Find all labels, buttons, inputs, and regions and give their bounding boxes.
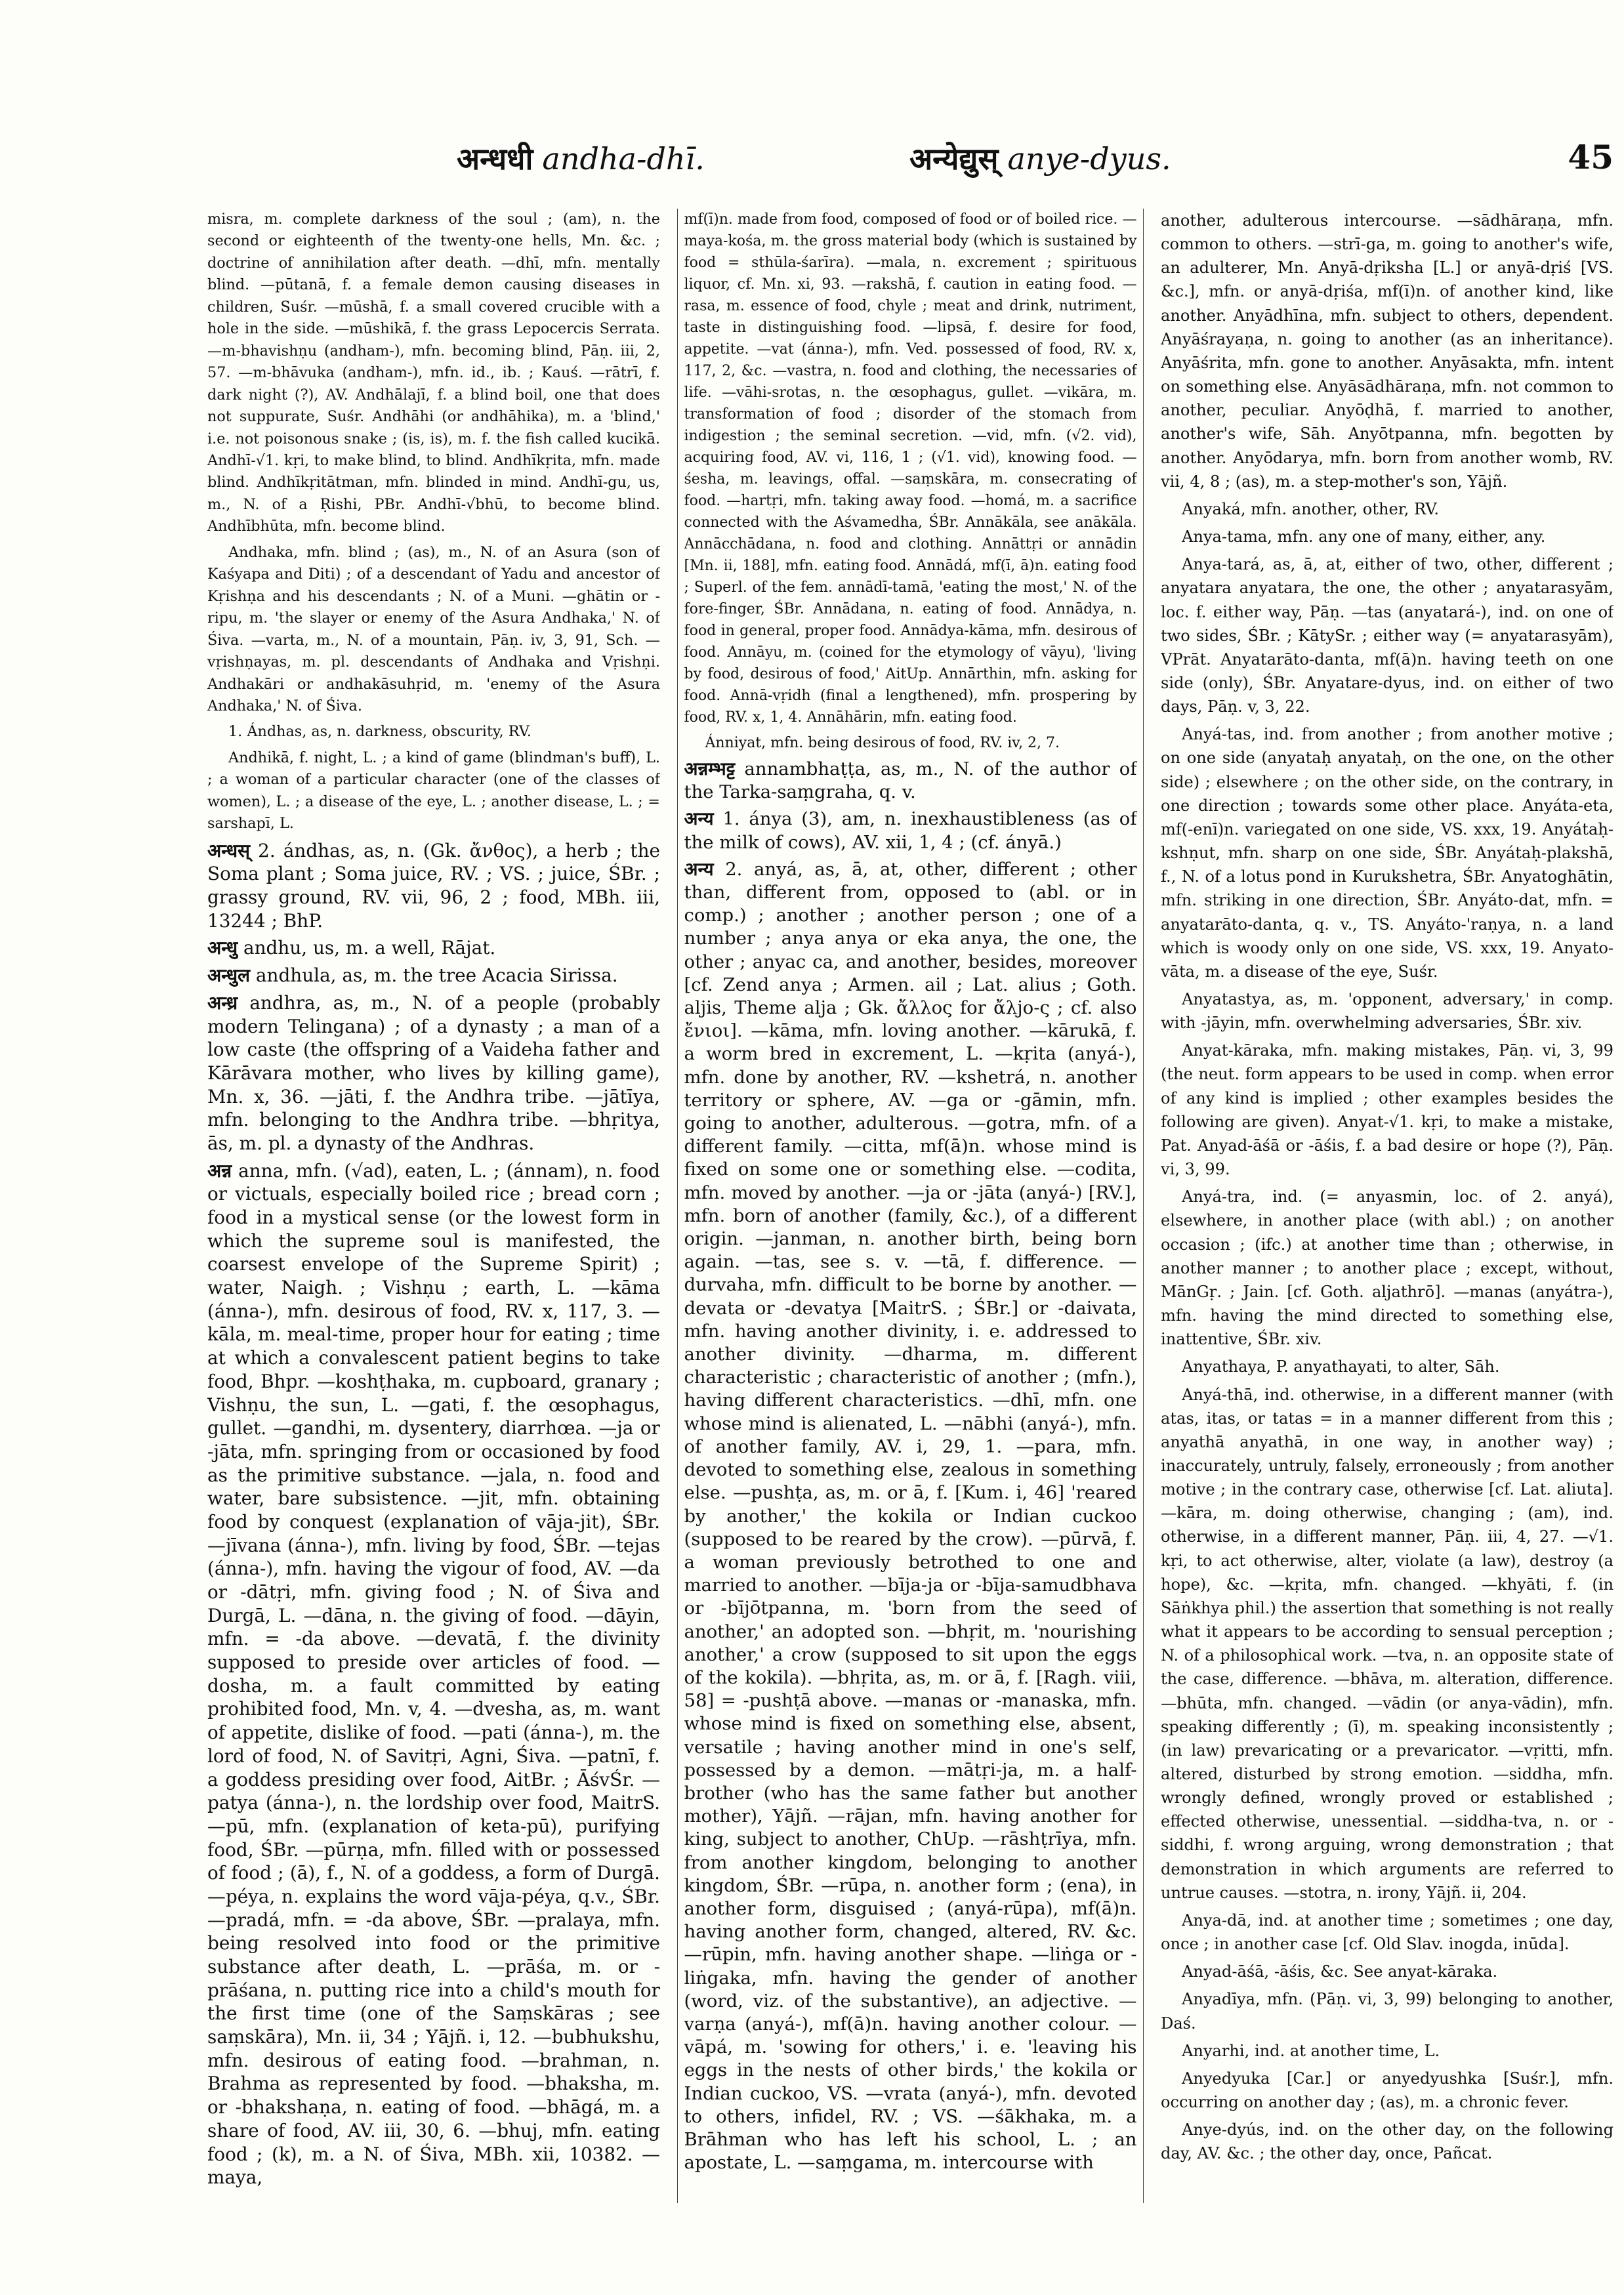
page-header [207, 138, 1614, 197]
dictionary-entry [1161, 722, 1614, 983]
entry-text: Anya-dā, ind. at another time ; sometimes ; one day, once ; in another case [cf. Old Slav. inogda, inūda]. [1161, 1911, 1614, 1954]
dictionary-entry [1161, 1383, 1614, 1905]
entry-text: mf(ī)n. made from food, composed of food or of boiled rice. —maya-kośa, m. the gross material body (which is sustained by food = sthūla-śarīra). —mala, n. excrement ; spirituous liquor, cf. Mn. xi, 93. —rakshā, f. caution in eating food. —rasa, m. essence of food, chyle ; meat and drink, nutriment, taste in distinguishing food. —lipsā, f. desire for food, appetite. —vat (ánna-), mfn. Ved. possessed of food, RV. x, 117, 2, &c. —vastra, n. food and clothing, the necessaries of life. —vāhi-srotas, n. the œsophagus, gullet. —vikāra, m. transformation of food ; disorder of the stomach from indigestion ; the seminal secretion. —vid, mfn. (√2. vid), acquiring food, AV. vi, 116, 1 ; (√1. vid), knowing food. —śesha, m. leavings, offal. —saṃskāra, m. consecrating of food. —hartṛi, mfn. taking away food. —homá, m. a sacrifice connected with the Aśvamedha, ŚBr. Annākāla, see anākāla. Annācchādana, n. food and clothing. Annāttṛi or annādin [Mn. ii, 188], mfn. eating food. Annādá, mf(ī, ā)n. eating food ; Superl. of the fem. annādī-tamā, 'eating the most,' N. of the fore-finger, ŚBr. Annādana, n. eating of food. Annādya, n. food in general, proper food. Annādya-kāma, mfn. desirous of food. Annāyu, m. (coined for the etymology of vāyu), 'living by food, desirous of food,' AitUp. Annārthin, mfn. asking for food. Annā-vṛidh (final a lengthened), mfn. prospering by food, RV. x, 1, 4. Annāhārin, mfn. eating food. [684, 211, 1137, 726]
dictionary-entry [1161, 2067, 1614, 2114]
entry-text: Andhaka, mfn. blind ; (as), m., N. of an Asura (son of Kaśyapa and Diti) ; of a descendant of Yadu and ancestor of Kṛishṇa and his descendants ; N. of a Muni. —ghātin or -ripu, m. 'the slayer or enemy of the Asura Andhaka,' N. of Śiva. —varta, m., N. of a mountain, Pāṇ. iv, 3, 91, Sch. —vṛishṇayas, m. pl. descendants of Andhaka and Vṛishṇi. Andhakāri or andhakāsuhṛid, m. 'enemy of the Asura Andhaka,' N. of Śiva. [207, 543, 660, 714]
dictionary-entry [1161, 1039, 1614, 1181]
dictionary-entry [1161, 552, 1614, 718]
headword-devanagari: अन्धु [207, 937, 238, 959]
headword-devanagari: अन्धुल [207, 964, 251, 987]
dictionary-entry [1161, 1960, 1614, 1983]
entry-text: Anyá-thā, ind. otherwise, in a different manner (with atas, itas, or tatas = in a manner different from this ; anyathā anyathā, in one way, in another way) ; inaccurately, untruly, falsely, erroneously ; from another motive ; in the contrary case, otherwise [cf. Lat. aliuta]. —kāra, m. doing otherwise, changing ; (am), ind. otherwise, in a different manner, Pāṇ. iii, 4, 27. —√1. kṛi, to act otherwise, alter, violate (a law), destroy (a hope), &c. —kṛita, mfn. changed. —khyāti, f. (in Sāṅkhya phil.) the assertion that something is not really what it appears to be according to sensual perception ; N. of a philosophical work. —tva, n. an opposite state of the case, difference. —bhāva, m. alteration, difference. —bhūta, mfn. changed. —vādin (or anya-vādin), mfn. speaking differently ; (ī), m. speaking inconsistently ; (in law) prevaricating or a prevaricator. —vṛitti, mfn. altered, disturbed by strong emotion. —siddha, mfn. wrongly defined, wrongly proved or established ; effected otherwise, unessential. —siddha-tva, n. or -siddhi, f. wrong arguing, wrong demonstration ; that demonstration in which arguments are referred to untrue causes. —stotra, n. irony, Yājñ. ii, 204. [1161, 1385, 1614, 1902]
entry-text: Ánniyat, mfn. being desirous of food, RV. iv, 2, 7. [705, 735, 1060, 751]
dictionary-entry [1161, 2118, 1614, 2165]
page-number: 45 [1568, 138, 1614, 176]
headword-devanagari: अन्ध्र [207, 991, 238, 1014]
entry-text: misra, m. complete darkness of the soul ; (am), n. the second or eighteenth of the twenty-one hells, Mn. &c. ; doctrine of annihilation after death. —dhī, mfn. mentally blind. —pūtanā, f. a female demon causing diseases in children, Suśr. —mūshā, f. a small covered crucible with a hole in the side. —mūshikā, f. the grass Lepocercis Serrata. —m-bhavishṇu (andham-), mfn. becoming blind, Pāṇ. iii, 2, 57. —m-bhāvuka (andham-), mfn. id., ib. ; Kauś. —rātrī, f. dark night (?), AV. Andhālajī, f. a blind boil, one that does not suppurate, Suśr. Andhāhi (or andhāhika), m. a 'blind,' i.e. not poisonous snake ; (is, is), m. f. the fish called kucikā. Andhī-√1. kṛi, to make blind, to blind. Andhīkṛita, mfn. made blind. Andhīkṛitātman, mfn. blinded in mind. Andhī-gu, us, m., N. of a Ṛishi, PBr. Andhī-√bhū, to become blind. Andhībhūta, mfn. become blind. [207, 211, 660, 535]
right-head-devanagari: अन्येद्युस् [909, 141, 999, 176]
entry-text: andhra, as, m., N. of a people (probably modern Telingana) ; of a dynasty ; a man of a low caste (the offspring of a Vaideha father and Kārāvara mother, who lives by killing game), Mn. x, 36. —jāti, f. the Andhra tribe. —jātīya, mfn. belonging to the Andhra tribe. —bhṛitya, ās, m. pl. a dynasty of the Andhras. [207, 991, 660, 1154]
entry-text: Anyadīya, mfn. (Pāṇ. vi, 3, 99) belonging to another, Daś. [1161, 1990, 1614, 2033]
left-head-devanagari: अन्धधी [457, 141, 533, 176]
entry-text: andhu, us, m. a well, Rājat. [243, 937, 496, 959]
dictionary-entry [207, 1159, 660, 2189]
entry-text: Anyatastya, as, m. 'opponent, adversary,' in comp. with -jāyin, mfn. overwhelming adversaries, ŚBr. xiv. [1161, 990, 1614, 1033]
headword-devanagari: अन्न [207, 1159, 232, 1182]
dictionary-entry [207, 936, 660, 960]
dictionary-entry [207, 542, 660, 718]
entry-text: 1. ánya (3), am, n. inexhaustibleness (as of the milk of cows), AV. xii, 1, 4 ; (cf. ányā.) [684, 808, 1137, 853]
entry-text: Anyá-tra, ind. (= anyasmin, loc. of 2. anyá), elsewhere, in another place (with abl.) ; on another occasion ; (ifc.) at another time than ; otherwise, in another manner ; to another place ; except, without, MānGṛ. ; Jain. [cf. Goth. aljathrō]. —manas (anyátra-), mfn. having the mind directed to something else, inattentive, ŚBr. xiv. [1161, 1188, 1614, 1349]
entry-text: Anyá-tas, ind. from another ; from another motive ; on one side (anyataḥ anyataḥ, on the one, on the other side) ; elsewhere ; on the other side, on the contrary, in one direction ; towards some other place. Anyáta-eta, mf(-enī)n. variegated on one side, VS. xxx, 19. Anyátaḥ-kshṇut, mfn. sharp on one side, ŚBr. Anyátaḥ-plakshā, f., N. of a lotus pond in Kurukshetra, ŚBr. Anyatoghātin, mfn. striking in one direction, ŚBr. Anyáto-dat, mfn. = anyatarāto-danta, q. v., TS. Anyáto-'raṇya, n. a land which is woody only on one side, VS. xxx, 19. Anyato-vāta, m. a disease of the eye, Suśr. [1161, 725, 1614, 981]
entry-text: Anye-dyús, ind. on the other day, on the following day, AV. &c. ; the other day, once, Pañcat. [1161, 2120, 1614, 2163]
right-head-roman: anye-dyus. [1007, 141, 1171, 176]
dictionary-entry [684, 209, 1137, 728]
column-2 [684, 209, 1137, 2203]
dictionary-entry [1161, 987, 1614, 1035]
entry-text: Anyat-kāraka, mfn. making mistakes, Pāṇ. vi, 3, 99 (the neut. form appears to be used in comp. when error of any kind is implied ; other examples besides the following are given). Anyat-√1. kṛi, to make a mistake, Pat. Anyad-āśā or -āśis, f. a bad desire or hope (?), Pāṇ. vi, 3, 99. [1161, 1041, 1614, 1179]
left-running-head [457, 138, 705, 178]
entry-text: 2. ándhas, as, n. (Gk. ἄνθος), a herb ; the Soma plant ; Soma juice, RV. ; VS. ; juice, ŚBr. ; grassy ground, RV. vii, 96, 2 ; food, MBh. iii, 13244 ; BhP. [207, 839, 660, 932]
right-running-head [909, 138, 1171, 178]
entry-text: 2. anyá, as, ā, at, other, different ; other than, different from, opposed to (abl. or in comp.) ; another ; another person ; one of a number ; anya anya or eka anya, the one, the other ; anyac ca, and another, besides, moreover [cf. Zend anya ; Armen. ail ; Lat. alius ; Goth. aljis, Theme alja ; Gk. ἄλλος for ἄλjo-ς ; cf. also ἔνιοι]. —kāma, mfn. loving another. —kārukā, f. a worm bred in excrement, L. —kṛita (anyá-), mfn. done by another, RV. —kshetrá, n. another territory or sphere, AV. —ga or -gāmin, mfn. going to another, adulterous. —gotra, mfn. of a different family. —citta, mf(ā)n. whose mind is fixed on some one or something else. —codita, mfn. moved by another. —ja or -jāta (anyá-) [RV.], mfn. born of another (family, &c.), of a different origin. —janman, n. another birth, being born again. —tas, see s. v. —tā, f. difference. —durvaha, mfn. difficult to be borne by another. —devata or -devatya [MaitrS. ; ŚBr.] or -daivata, mfn. having another divinity, i. e. addressed to another divinity. —dharma, m. different characteristic ; characteristic of another ; (mfn.), having different characteristics. —dhī, mfn. one whose mind is alienated, L. —nābhi (anyá-), mfn. of another family, AV. i, 29, 1. —para, mfn. devoted to something else, zealous in something else. —pushṭa, as, m. or ā, f. [Kum. i, 46] 'reared by another,' the kokila or Indian cuckoo (supposed to be reared by the crow). —pūrvā, f. a woman previously betrothed to one and married to another. —bīja-ja or -bīja-samudbhava or -bījōtpanna, m. 'born from the seed of another,' an adopted son. —bhṛit, m. 'nourishing another,' a crow (supposed to sit upon the eggs of the kokila). —bhṛita, as, m. or ā, f. [Ragh. viii, 58] = -pushṭā above. —manas or -manaska, mfn. whose mind is fixed on something else, absent, versatile ; having another mind in one's self, possessed by a demon. —mātṛi-ja, m. a half-brother (who has the same father but another mother), Yājñ. —rājan, mfn. having another for king, subject to another, ChUp. —rāshṭrīya, mfn. from another kingdom, belonging to another kingdom, ŚBr. —rūpa, n. another form ; (ena), in another form, disguised ; (anyá-rūpa), mf(ā)n. having another form, changed, altered, RV. &c. —rūpin, mfn. having another shape. —liṅga or -liṅgaka, mfn. having the gender of another (word, viz. of the substantive), an adjective. —varṇa (anyá-), mf(ā)n. having another colour. —vāpá, m. 'sowing for others,' i. e. 'leaving his eggs in the nests of other birds,' the kokila or Indian cuckoo, VS. —vrata (anyá-), mfn. devoted to others, infidel, RV. ; VS. —śākhaka, m. a Brāhman who has left his school, L. ; an apostate, L. —saṃgama, m. intercourse with [684, 858, 1137, 2174]
dictionary-entry [1161, 2039, 1614, 2063]
column-3 [1161, 209, 1614, 2203]
headword-devanagari: अन्य [684, 858, 714, 880]
dictionary-entry [684, 732, 1137, 754]
entry-text: Anyad-āśā, -āśis, &c. See anyat-kāraka. [1182, 1962, 1498, 1981]
dictionary-entry [684, 808, 1137, 854]
dictionary-entry [1161, 525, 1614, 548]
headword-devanagari: अन्य [684, 808, 714, 830]
entry-text: another, adulterous intercourse. —sādhāraṇa, mfn. common to others. —strī-ga, m. going to another's wife, an adulterer, Mn. Anyā-dṛiksha [L.] or anyā-dṛiś [VS. &c.], mfn. or anyā-dṛiśa, mf(ī)n. of another kind, like another. Anyādhīna, mfn. subject to others, dependent. Anyāśrayaṇa, n. going to another (as an inheritance). Anyāśrita, mfn. gone to another. Anyāsakta, mfn. intent on something else. Anyāsādhāraṇa, mfn. not common to another, peculiar. Anyōḍhā, f. married to another, another's wife, Sāh. Anyōtpanna, mfn. begotten by another. Anyōdarya, mfn. born from another womb, RV. vii, 4, 8 ; (as), m. a step-mother's son, Yājñ. [1161, 211, 1614, 491]
headword-devanagari: अन्नम्भट्ट [684, 758, 736, 779]
entry-text: Anya-tará, as, ā, at, either of two, other, different ; anyatara anyatara, the one, the other ; anyatarasyām, loc. f. either way, Pāṇ. —tas (anyatará-), ind. on one of two sides, ŚBr. ; KātySr. ; either way (= anyatarasyām), VPrāt. Anyatarāto-danta, mf(ā)n. having teeth on one side (only), ŚBr. Anyatare-dyus, ind. on either of two days, Pāṇ. v, 3, 22. [1161, 555, 1614, 716]
dictionary-entry [1161, 1185, 1614, 1351]
dictionary-entry [207, 747, 660, 835]
headword-devanagari: अन्धस् [207, 839, 250, 861]
entry-text: Anyaká, mfn. another, other, RV. [1182, 499, 1440, 518]
dictionary-entry [207, 964, 660, 987]
dictionary-entry [207, 209, 660, 538]
dictionary-entry [684, 858, 1137, 2175]
entry-text: Andhikā, f. night, L. ; a kind of game (blindman's buff), L. ; a woman of a particular character (one of the classes of women), L. ; a disease of the eye, L. ; another disease, L. ; = sarshapī, L. [207, 749, 660, 833]
entry-text: 1. Ándhas, as, n. darkness, obscurity, RV. [228, 723, 531, 741]
dictionary-entry [684, 758, 1137, 804]
dictionary-entry [1161, 497, 1614, 521]
entry-text: andhula, as, m. the tree Acacia Sirissa. [255, 964, 618, 987]
dictionary-entry [207, 721, 660, 743]
dictionary-body [207, 209, 1614, 2203]
entry-text: Anyarhi, ind. at another time, L. [1182, 2041, 1440, 2060]
dictionary-entry [1161, 1355, 1614, 1378]
entry-text: Anyedyuka [Car.] or anyedyushka [Suśr.], mfn. occurring on another day ; (as), m. a chronic fever. [1161, 2069, 1614, 2112]
dictionary-entry [1161, 1987, 1614, 2035]
column-1 [207, 209, 660, 2203]
dictionary-entry [1161, 209, 1614, 493]
entry-text: annambhaṭṭa, as, m., N. of the author of the Tarka-saṃgraha, q. v. [684, 758, 1137, 803]
dictionary-entry [1161, 1909, 1614, 1956]
entry-text: anna, mfn. (√ad), eaten, L. ; (ánnam), n. food or victuals, especially boiled rice ; bread corn ; food in a mystical sense (or the lowest form in which the supreme soul is manifested, the coarsest envelope of the Supreme Spirit) ; water, Naigh. ; Vishṇu ; earth, L. —kāma (ánna-), mfn. desirous of food, RV. x, 117, 3. —kāla, m. meal-time, proper hour for eating ; time at which a convalescent patient begins to take food, Bhpr. —koshṭhaka, m. cupboard, granary ; Vishṇu, the sun, L. —gati, f. the œsophagus, gullet. —gandhi, m. dysentery, diarrhœa. —ja or -jāta, mfn. springing from or occasioned by food as the primitive substance. —jala, n. food and water, bare subsistence. —jit, mfn. obtaining food by conquest (explanation of vāja-jit), ŚBr. —jīvana (ánna-), mfn. living by food, ŚBr. —tejas (ánna-), mfn. having the vigour of food, AV. —da or -dātṛi, mfn. giving food ; N. of Śiva and Durgā, L. —dāna, n. the giving of food. —dāyin, mfn. = -da above. —devatā, f. the divinity supposed to preside over articles of food. —dosha, m. a fault committed by eating prohibited food, Mn. v, 4. —dvesha, as, m. want of appetite, dislike of food. —pati (ánna-), m. the lord of food, N. of Savitṛi, Agni, Śiva. —patnī, f. a goddess presiding over food, AitBr. ; ĀśvŚr. —patya (ánna-), n. the lordship over food, MaitrS. —pū, mfn. (explanation of keta-pū), purifying food, ŚBr. —pūrṇa, mfn. filled with or possessed of food ; (ā), f., N. of a goddess, a form of Durgā. —péya, n. explains the word vāja-péya, q.v., ŚBr. —pradá, mfn. = -da above, ŚBr. —pralaya, mfn. being resolved into food or the primitive substance after death, L. —prāśa, m. or -prāśana, n. putting rice into a child's mouth for the first time (one of the Saṃskāras ; see saṃskāra), Mn. ii, 34 ; Yājñ. i, 12. —bubhukshu, mfn. desirous of eating food. —brahman, n. Brahma as represented by food. —bhaksha, m. or -bhakshaṇa, n. eating of food. —bhāgá, m. a share of food, AV. iii, 30, 6. —bhuj, mfn. eating food ; (k), m. a N. of Śiva, MBh. xii, 10382. —maya, [207, 1159, 660, 2189]
dictionary-entry [207, 839, 660, 933]
entry-text: Anya-tama, mfn. any one of many, either, any. [1182, 527, 1546, 547]
left-head-roman: andha-dhī. [542, 141, 705, 176]
entry-text: Anyathaya, P. anyathayati, to alter, Sāh. [1182, 1357, 1500, 1376]
dictionary-entry [207, 991, 660, 1155]
